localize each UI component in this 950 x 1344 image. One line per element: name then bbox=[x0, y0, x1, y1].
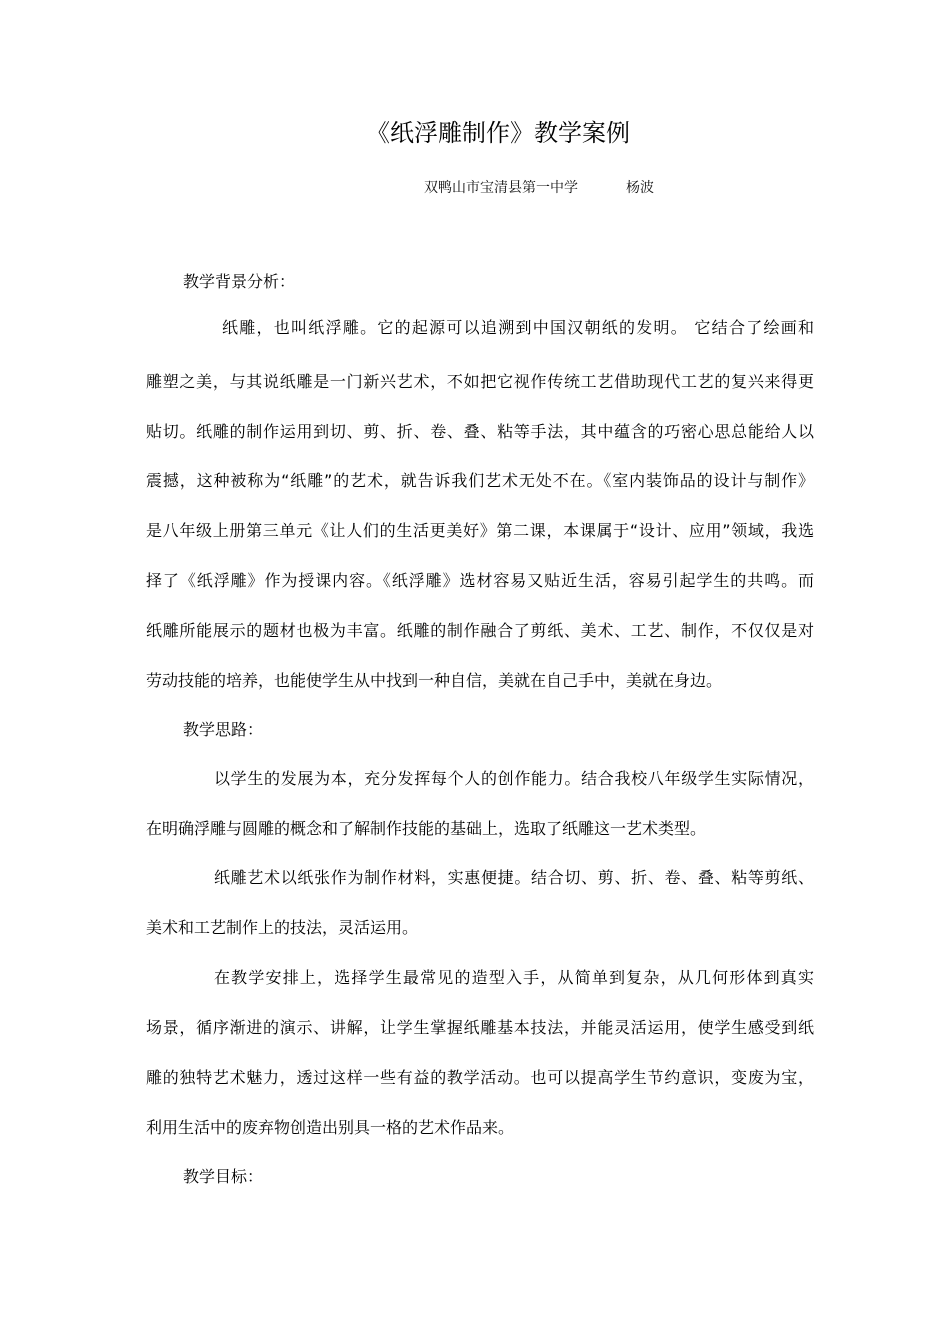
paragraph-line: 雕的独特艺术魅力，透过这样一些有益的教学活动。也可以提高学生节约意识，变废为宝， bbox=[146, 1068, 814, 1087]
paragraph-line: 在明确浮雕与圆雕的概念和了解制作技能的基础上，选取了纸雕这一艺术类型。 bbox=[146, 819, 707, 838]
paragraph-line: 纸雕所能展示的题材也极为丰富。纸雕的制作融合了剪纸、美术、工艺、制作，不仅仅是对 bbox=[146, 621, 814, 640]
section-heading-background: 教学背景分析： bbox=[183, 272, 296, 291]
paragraph-line: 雕塑之美，与其说纸雕是一门新兴艺术，不如把它视作传统工艺借助现代工艺的复兴来得更 bbox=[146, 372, 814, 391]
paragraph-line: 场景，循序渐进的演示、讲解，让学生掌握纸雕基本技法，并能灵活运用，使学生感受到纸 bbox=[146, 1018, 814, 1037]
paragraph-line: 在教学安排上，选择学生最常见的造型入手，从简单到复杂，从几何形体到真实 bbox=[214, 968, 814, 987]
paragraph-line: 贴切。纸雕的制作运用到切、剪、折、卷、叠、粘等手法，其中蕴含的巧密心思总能给人以 bbox=[146, 422, 814, 441]
section-heading-objectives: 教学目标： bbox=[183, 1167, 264, 1186]
paragraph-line: 震撼，这种被称为“纸雕”的艺术，就告诉我们艺术无处不在。《室内装饰品的设计与制作》 bbox=[146, 471, 814, 490]
paragraph-line: 利用生活中的废弃物创造出别具一格的艺术作品来。 bbox=[146, 1118, 515, 1137]
section-heading-approach: 教学思路： bbox=[183, 720, 264, 739]
paragraph-line: 美术和工艺制作上的技法，灵活运用。 bbox=[146, 918, 419, 937]
paragraph-line: 是八年级上册第三单元《让人们的生活更美好》第二课，本课属于“设计、应用”领域，我选 bbox=[146, 521, 814, 540]
author-school: 双鸭山市宝清县第一中学 bbox=[424, 180, 578, 196]
paragraph-line: 以学生的发展为本，充分发挥每个人的创作能力。结合我校八年级学生实际情况， bbox=[214, 769, 814, 788]
paragraph-line: 择了《纸浮雕》作为授课内容。《纸浮雕》选材容易又贴近生活，容易引起学生的共鸣。而 bbox=[146, 571, 814, 590]
paragraph-line: 纸雕，也叫纸浮雕。它的起源可以追溯到中国汉朝纸的发明。 它结合了绘画和 bbox=[222, 318, 814, 337]
paragraph-line: 纸雕艺术以纸张作为制作材料，实惠便捷。结合切、剪、折、卷、叠、粘等剪纸、 bbox=[214, 868, 814, 887]
author-name: 杨波 bbox=[626, 180, 654, 196]
document-title: 《纸浮雕制作》教学案例 bbox=[366, 119, 630, 147]
paragraph-line: 劳动技能的培养，也能使学生从中找到一种自信，美就在自己手中，美就在身边。 bbox=[146, 671, 723, 690]
